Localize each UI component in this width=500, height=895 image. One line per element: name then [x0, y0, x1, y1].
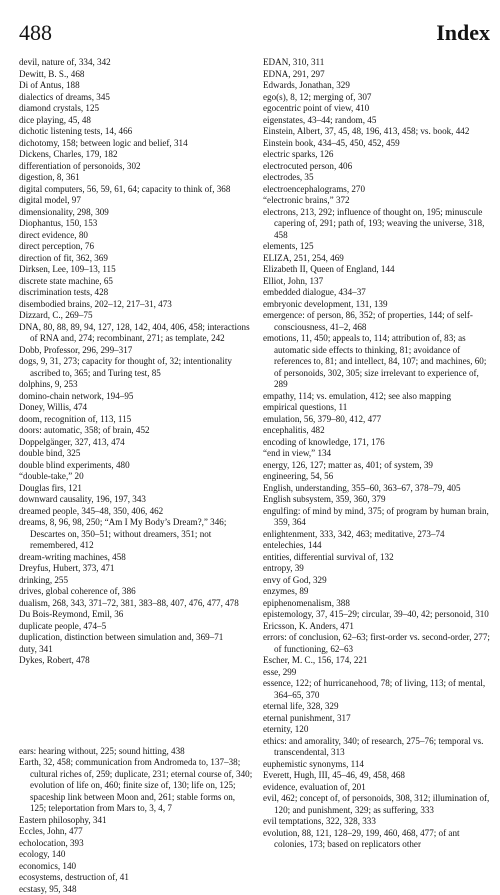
- index-entry: Di of Antus, 188: [19, 80, 253, 92]
- index-entry: dice playing, 45, 48: [19, 115, 253, 127]
- index-entry: envy of God, 329: [263, 575, 493, 587]
- index-entry: “double-take,” 20: [19, 471, 253, 483]
- index-entry: empathy, 114; vs. emulation, 412; see also mapping: [263, 391, 493, 403]
- index-entry: ecology, 140: [19, 849, 253, 861]
- index-entry: electroencephalograms, 270: [263, 184, 493, 196]
- index-entry: drinking, 255: [19, 575, 253, 587]
- index-entry: enzymes, 89: [263, 586, 493, 598]
- index-entry: engulfing: of mind by mind, 375; of program by human brain, 359, 364: [263, 506, 493, 529]
- index-entry: electrodes, 35: [263, 172, 493, 184]
- index-entry: dreams, 8, 96, 98, 250; “Am I My Body’s Dream?,” 346; Descartes on, 350–51; without dreamers, 351; not remembered, 412: [19, 517, 253, 552]
- index-entry: dichotomy, 158; between logic and belief, 314: [19, 138, 253, 150]
- index-entry: eigenstates, 43–44; random, 45: [263, 115, 493, 127]
- index-entry: Everett, Hugh, III, 45–46, 49, 458, 468: [263, 770, 493, 782]
- index-entry: Dykes, Robert, 478: [19, 655, 253, 667]
- index-entry: domino-chain network, 194–95: [19, 391, 253, 403]
- index-entry: Edwards, Jonathan, 329: [263, 80, 493, 92]
- index-entry: Eastern philosophy, 341: [19, 815, 253, 827]
- index-entry: dualism, 268, 343, 371–72, 381, 383–88, 407, 476, 477, 478: [19, 598, 253, 610]
- index-entry: direct perception, 76: [19, 241, 253, 253]
- section-gap: [19, 667, 253, 746]
- index-entry: embryonic development, 131, 139: [263, 299, 493, 311]
- page-number: 488: [19, 20, 52, 46]
- index-entry: digestion, 8, 361: [19, 172, 253, 184]
- index-entry: entropy, 39: [263, 563, 493, 575]
- index-entry: economics, 140: [19, 861, 253, 873]
- index-entry: ego(s), 8, 12; merging of, 307: [263, 92, 493, 104]
- index-entry: doors: automatic, 358; of brain, 452: [19, 425, 253, 437]
- index-entry: drives, global coherence of, 386: [19, 586, 253, 598]
- index-entry: emergence: of person, 86, 352; of properties, 144; of self-consciousness, 41–2, 468: [263, 310, 493, 333]
- index-entry: double blind experiments, 480: [19, 460, 253, 472]
- index-entry: egocentric point of view, 410: [263, 103, 493, 115]
- index-entry: ecstasy, 95, 348: [19, 884, 253, 895]
- index-entry: Dreyfus, Hubert, 373, 471: [19, 563, 253, 575]
- index-entry: empirical questions, 11: [263, 402, 493, 414]
- index-entry: elements, 125: [263, 241, 493, 253]
- index-entry: Dewitt, B. S., 468: [19, 69, 253, 81]
- index-entry: encoding of knowledge, 171, 176: [263, 437, 493, 449]
- index-entry: dogs, 9, 31, 273; capacity for thought of, 32; intentionality ascribed to, 365; and Turing test, 85: [19, 356, 253, 379]
- index-entry: EDNA, 291, 297: [263, 69, 493, 81]
- page-header: [19, 20, 490, 50]
- index-entry: engineering, 54, 56: [263, 471, 493, 483]
- index-entry: Eccles, John, 477: [19, 826, 253, 838]
- index-entry: digital model, 97: [19, 195, 253, 207]
- index-entry: direction of fit, 362, 369: [19, 253, 253, 265]
- index-group-d: [19, 57, 253, 667]
- page-title: Index: [436, 20, 490, 46]
- index-entry: discrimination tests, 428: [19, 287, 253, 299]
- index-entry: devil, nature of, 334, 342: [19, 57, 253, 69]
- index-entry: energy, 126, 127; matter as, 401; of system, 39: [263, 460, 493, 472]
- index-entry: emotions, 11, 450; appeals to, 114; attribution of, 83; as automatic side effects to thinking, 81; avoidance of references to, 81; and intellect, 84, 107; and machines, 60; of personoids, 302, 305; size irrelevant to experience of, 289: [263, 333, 493, 391]
- index-entry: EDAN, 310, 311: [263, 57, 493, 69]
- index-entry: Elliot, John, 137: [263, 276, 493, 288]
- index-column-right: [263, 57, 493, 851]
- index-entry: euphemistic synonyms, 114: [263, 759, 493, 771]
- index-entry: Earth, 32, 458; communication from Andromeda to, 137–38; cultural riches of, 259; duplicate, 231; eternal course of, 340; evolution of life on, 460; finite size of, 130; life on, 125; spaceship link between Moon and, 261; stable forms on, 125; teleportation from Mars to, 3, 4, 7: [19, 757, 253, 815]
- index-entry: Diophantus, 150, 153: [19, 218, 253, 230]
- index-entry: dialectics of dreams, 345: [19, 92, 253, 104]
- index-entry: “electronic brains,” 372: [263, 195, 493, 207]
- index-entry: esse, 299: [263, 667, 493, 679]
- index-entry: evil, 462; concept of, of personoids, 308, 312; illumination of, 120; and punishment, 329; as suffering, 333: [263, 793, 493, 816]
- index-entry: ethics: and amorality, 340; of research, 275–76; temporal vs. transcendental, 313: [263, 736, 493, 759]
- index-entry: encephalitis, 482: [263, 425, 493, 437]
- index-entry: disembodied brains, 202–12, 217–31, 473: [19, 299, 253, 311]
- index-entry: echolocation, 393: [19, 838, 253, 850]
- index-entry: diamond crystals, 125: [19, 103, 253, 115]
- index-entry: duplicate people, 474–5: [19, 621, 253, 633]
- index-entry: Douglas firs, 121: [19, 483, 253, 495]
- index-entry: electrocuted person, 406: [263, 161, 493, 173]
- index-entry: Dickens, Charles, 179, 182: [19, 149, 253, 161]
- index-entry: Einstein book, 434–45, 450, 452, 459: [263, 138, 493, 150]
- index-entry: dream-writing machines, 458: [19, 552, 253, 564]
- index-entry: differentiation of personoids, 302: [19, 161, 253, 173]
- index-entry: enlightenment, 333, 342, 463; meditative, 273–74: [263, 529, 493, 541]
- index-entry: epistemology, 37, 415–29; circular, 39–40, 42; personoid, 310: [263, 609, 493, 621]
- index-group-e: [19, 746, 253, 895]
- index-entry: dolphins, 9, 253: [19, 379, 253, 391]
- index-entry: eternity, 120: [263, 724, 493, 736]
- index-entry: essence, 122; of hurricanehood, 78; of living, 113; of mental, 364–65, 370: [263, 678, 493, 701]
- index-entry: Dirksen, Lee, 109–13, 115: [19, 264, 253, 276]
- index-entry: direct evidence, 80: [19, 230, 253, 242]
- index-entry: double bind, 325: [19, 448, 253, 460]
- index-entry: doom, recognition of, 113, 115: [19, 414, 253, 426]
- index-entry: epiphenomenalism, 388: [263, 598, 493, 610]
- index-entry: ecosystems, destruction of, 41: [19, 872, 253, 884]
- index-entry: downward causality, 196, 197, 343: [19, 494, 253, 506]
- index-entry: errors: of conclusion, 62–63; first-order vs. second-order, 277; of functioning, 62–63: [263, 632, 493, 655]
- index-entry: evidence, evaluation of, 201: [263, 782, 493, 794]
- index-entry: dichotic listening tests, 14, 466: [19, 126, 253, 138]
- index-entry: Dizzard, C., 269–75: [19, 310, 253, 322]
- index-entry: evil temptations, 322, 328, 333: [263, 816, 493, 828]
- index-entry: ears: hearing without, 225; sound hitting, 438: [19, 746, 253, 758]
- index-entry: Elizabeth II, Queen of England, 144: [263, 264, 493, 276]
- index-entry: duplication, distinction between simulation and, 369–71: [19, 632, 253, 644]
- index-entry: ELIZA, 251, 254, 469: [263, 253, 493, 265]
- index-entry: Doney, Willis, 474: [19, 402, 253, 414]
- index-entry: electrons, 213, 292; influence of thought on, 195; minuscule capering of, 291; path of, 193; weaving the universe, 318, 458: [263, 207, 493, 242]
- index-entry: “end in view,” 134: [263, 448, 493, 460]
- index-entry: eternal punishment, 317: [263, 713, 493, 725]
- index-entry: dreamed people, 345–48, 350, 406, 462: [19, 506, 253, 518]
- index-entry: Doppelgänger, 327, 413, 474: [19, 437, 253, 449]
- index-entry: embedded dialogue, 434–37: [263, 287, 493, 299]
- index-entry: eternal life, 328, 329: [263, 701, 493, 713]
- index-entry: dimensionality, 298, 309: [19, 207, 253, 219]
- index-column-left: [19, 57, 253, 895]
- index-entry: Du Bois-Reymond, Emil, 36: [19, 609, 253, 621]
- index-entry: Ericsson, K. Anders, 471: [263, 621, 493, 633]
- index-entry: Escher, M. C., 156, 174, 221: [263, 655, 493, 667]
- index-entry: Einstein, Albert, 37, 45, 48, 196, 413, 458; vs. book, 442: [263, 126, 493, 138]
- index-entry: emulation, 56, 379–80, 412, 477: [263, 414, 493, 426]
- index-entry: entelechies, 144: [263, 540, 493, 552]
- index-entry: DNA, 80, 88, 89, 94, 127, 128, 142, 404, 406, 458; interactions of RNA and, 274; recombinant, 271; as template, 242: [19, 322, 253, 345]
- index-group-e-continued: [263, 57, 493, 851]
- index-entry: Dobb, Professor, 296, 299–317: [19, 345, 253, 357]
- index-entry: digital computers, 56, 59, 61, 64; capacity to think of, 368: [19, 184, 253, 196]
- index-entry: discrete state machine, 65: [19, 276, 253, 288]
- index-entry: English, understanding, 355–60, 363–67, 378–79, 405: [263, 483, 493, 495]
- index-entry: entities, differential survival of, 132: [263, 552, 493, 564]
- index-entry: evolution, 88, 121, 128–29, 199, 460, 468, 477; of ant colonies, 173; based on replicators other: [263, 828, 493, 851]
- index-entry: electric sparks, 126: [263, 149, 493, 161]
- index-entry: English subsystem, 359, 360, 379: [263, 494, 493, 506]
- index-entry: duty, 341: [19, 644, 253, 656]
